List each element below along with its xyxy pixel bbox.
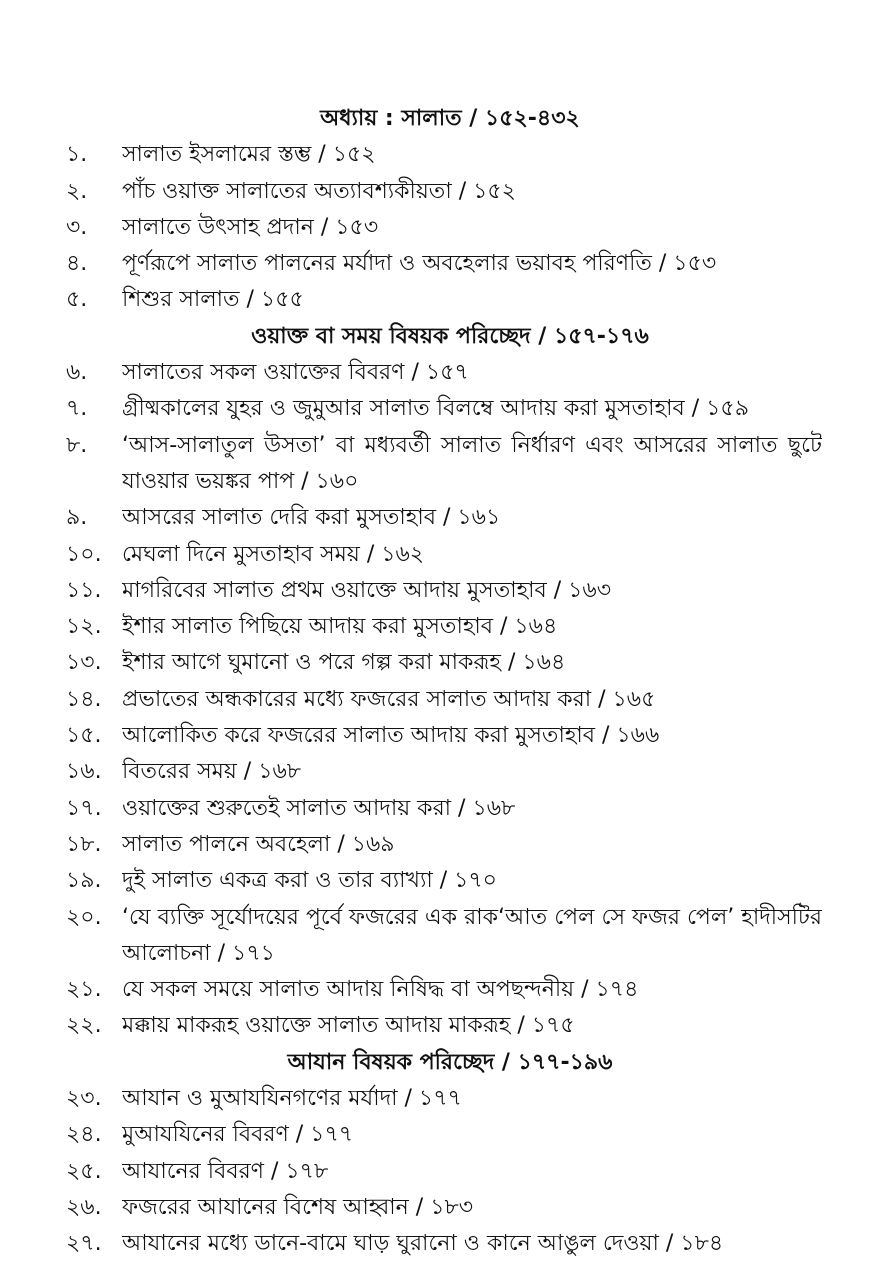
entry-title: ফজরের আযানের বিশেষ আহ্বান / ১৮৩ [122,1194,474,1220]
toc-entry [0,718,870,754]
entry-number: ১৫. [66,723,102,749]
toc-entry [0,573,870,609]
toc-entry [0,863,870,899]
toc-entry [0,210,870,246]
entry-number: ২. [66,178,88,204]
entry-title: পূর্ণরূপে সালাত পালনের মর্যাদা ও অবহেলার ভয়াবহ পরিণতি / ১৫৩ [122,251,717,277]
toc-entry [0,972,870,1008]
toc-entry [0,754,870,790]
entry-number: ৭. [66,396,88,422]
entry-title: শিশুর সালাত / ১৫৫ [122,287,304,313]
toc-entry [0,137,870,173]
entry-number: ৬. [66,360,88,386]
entry-title: মুআযযিনের বিবরণ / ১৭৭ [122,1122,354,1148]
entry-title: আযানের মধ্যে ডানে-বামে ঘাড় ঘুরানো ও কানে আঙুল দেওয়া / ১৮৪ [122,1231,724,1257]
toc-entry [0,537,870,573]
entry-number: ২১. [66,977,102,1003]
entry-number: ১৯. [66,868,102,894]
entry-number: ৫. [66,287,88,313]
entry-title: গ্রীষ্মকালের যুহর ও জুমুআর সালাত বিলম্বে আদায় করা মুসতাহাব / ১৫৯ [122,396,749,422]
entry-title: আলোকিত করে ফজরের সালাত আদায় করা মুসতাহাব / ১৬৬ [122,723,660,749]
toc-entry [0,1154,870,1190]
toc-entry [0,609,870,645]
entry-number: ২০. [66,904,102,930]
entry-title: ‘আস-সালাতুল উসতা’ বা মধ্যবর্তী সালাত নির্ধারণ এবং আসরের সালাত ছুটে যাওয়ার ভয়ঙ্কর পাপ / ১৬০ [122,432,822,494]
entry-title: আযান ও মুআযযিনগণের মর্যাদা / ১৭৭ [122,1086,462,1112]
toc-entry [0,500,870,536]
entry-number: ১৩. [66,650,102,676]
toc-entry [0,246,870,282]
entry-title: মেঘলা দিনে মুসতাহাব সময় / ১৬২ [122,541,425,567]
entry-number: ২৩. [66,1086,102,1112]
entry-title: সালাতের সকল ওয়াক্তের বিবরণ / ১৫৭ [122,360,469,386]
entry-number: ১৮. [66,831,102,857]
toc-entry [0,391,870,427]
toc-entry [0,827,870,863]
toc-entry [0,791,870,827]
chapter-heading: অধ্যায় : সালাত / ১৫২-৪৩২ [320,106,580,131]
entry-title: ওয়াক্তের শুরুতেই সালাত আদায় করা / ১৬৮ [122,795,516,821]
toc-entry [0,282,870,318]
entry-number: ২৫. [66,1158,102,1184]
entry-number: ২২. [66,1013,102,1039]
entry-title: প্রভাতের অন্ধকারের মধ্যে ফজরের সালাত আদায় করা / ১৬৫ [122,686,656,712]
entry-title: সালাত ইসলামের স্তম্ভ / ১৫২ [122,142,376,168]
toc-entry [0,428,870,501]
entry-number: ৮. [66,432,88,458]
entry-number: ১১. [66,577,102,603]
entry-number: ২৬. [66,1194,102,1220]
toc-entry [0,355,870,391]
entry-title: পাঁচ ওয়াক্ত সালাতের অত্যাবশ্যকীয়তা / ১৫২ [122,178,516,204]
entry-number: ১. [66,142,88,168]
entry-number: ২৭. [66,1231,102,1257]
entry-number: ২৪. [66,1122,102,1148]
entry-title: দুই সালাত একত্র করা ও তার ব্যাখ্যা / ১৭০ [122,868,497,894]
toc-entry [0,1190,870,1226]
entry-number: ৪. [66,251,88,277]
entry-number: ১৭. [66,795,102,821]
entry-number: ১৪. [66,686,102,712]
entry-title: আযানের বিবরণ / ১৭৮ [122,1158,329,1184]
toc-entry [0,645,870,681]
toc-entry [0,900,870,973]
entry-number: ১০. [66,541,102,567]
table-of-contents [0,101,870,1263]
toc-entry [0,1226,870,1262]
entry-title: সালাত পালনে অবহেলা / ১৬৯ [122,831,395,857]
entry-title: যে সকল সময়ে সালাত আদায় নিষিদ্ধ বা অপছন্দনীয় / ১৭৪ [122,977,639,1003]
entry-title: আসরের সালাত দেরি করা মুসতাহাব / ১৬১ [122,505,501,531]
entry-number: ১২. [66,614,102,640]
entry-title: ইশার সালাত পিছিয়ে আদায় করা মুসতাহাব / ১৬৪ [122,614,558,640]
section-heading: ওয়াক্ত বা সময় বিষয়ক পরিচ্ছেদ / ১৫৭-১৭৬ [251,323,649,349]
entry-title: মক্কায় মাকরূহ ওয়াক্তে সালাত আদায় মাকরূহ / ১৭৫ [122,1013,575,1039]
toc-entry [0,682,870,718]
entry-title: ‘যে ব্যক্তি সূর্যোদয়ের পূর্বে ফজরের এক রাক‘আত পেল সে ফজর পেল’ হাদীসটির আলোচনা / ১৭১ [122,904,822,966]
entry-title: বিতরের সময় / ১৬৮ [122,759,302,785]
entry-title: ইশার আগে ঘুমানো ও পরে গল্প করা মাকরূহ / ১৬৪ [122,650,566,676]
entry-number: ১৬. [66,759,102,785]
entry-title: মাগরিবের সালাত প্রথম ওয়াক্তে আদায় মুসতাহাব / ১৬৩ [122,577,612,603]
toc-entry [0,174,870,210]
toc-entry [0,1008,870,1044]
section-heading: আযান বিষয়ক পরিচ্ছেদ / ১৭৭-১৯৬ [287,1049,613,1075]
entry-title: সালাতে উৎসাহ প্রদান / ১৫৩ [122,214,379,240]
entry-number: ৯. [66,505,88,531]
toc-entry [0,1081,870,1117]
entry-number: ৩. [66,214,88,240]
toc-entry [0,1117,870,1153]
